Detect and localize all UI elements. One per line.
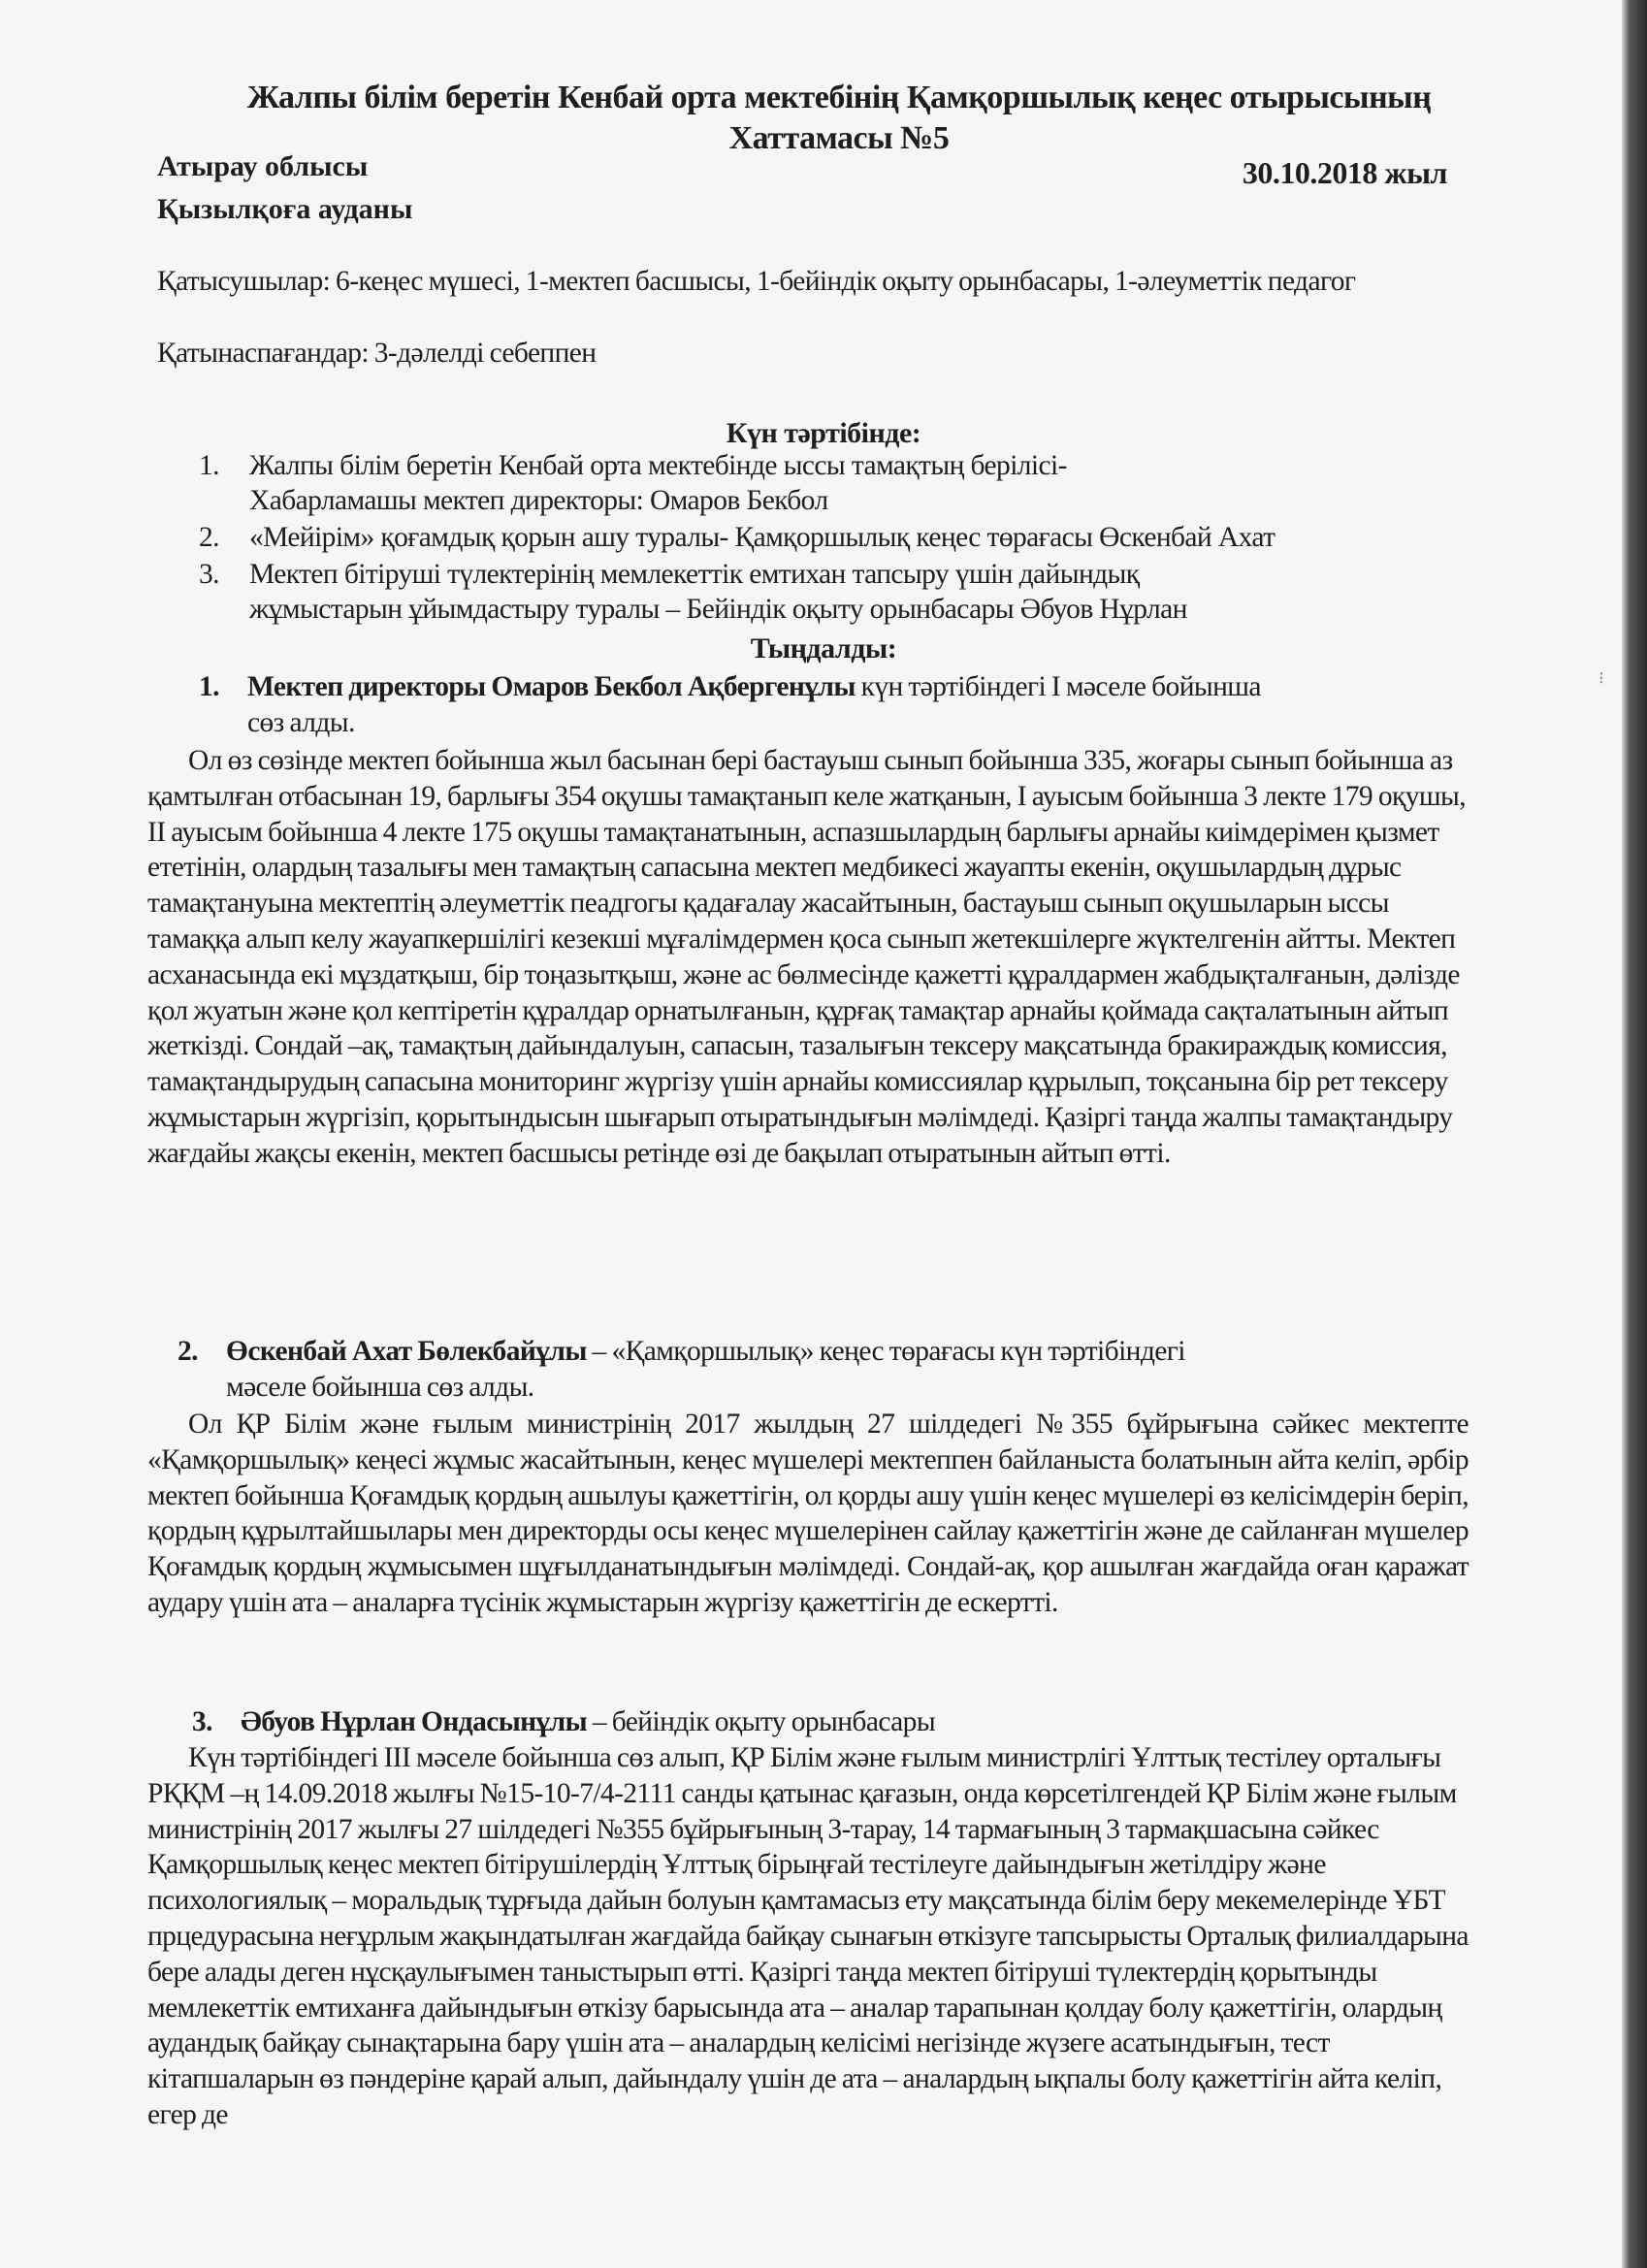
title-line-2: Хаттамасы №5 (728, 120, 950, 156)
section-intro-2: сөз алды. (247, 707, 355, 738)
document-title (233, 78, 1445, 159)
section-intro-2: мәселе бойынша сөз алды. (226, 1372, 534, 1403)
agenda-item-number: 3. (199, 559, 219, 590)
staple-mark-icon: ⁝ (1599, 668, 1604, 688)
section-2-body: Ол ҚР Білім және ғылым министрінің 2017 жылдың 27 шілдедегі №355 бұйрығына сәйкес мектепте «Қамқоршылық» кеңесі жұмыс жасайтынын, кеңес мүшелері мектеппен байланыста болатынын айта келіп, әрбір мектеп бойынша Қоғамдық қордың ашылуы қажеттігін, ол қорды ашу үшін кеңес мүшелері өз келісімдерін беріп, қордың құрылтайшылары мен директорды осы кеңес мүшелерінен сайлау қажеттігін және де сайланған мүшелер Қоғамдық қордың жұмысымен шұғылданатындығын мәлімдеді. Сондай-ақ, қор ашылған жағдайда оған қаражат аудару үшін ата – аналарға түсінік жұмыстарын жүргізу қажеттігін де ескертті. (147, 1409, 1469, 1618)
agenda-item-text: «Мейірім» қоғамдық қорын ашу туралы- Қамқоршылық кеңес төрағасы Өскенбай Ахат (249, 522, 1276, 553)
agenda-item-text: Жалпы білім беретін Кенбай орта мектебінде ыссы тамақтың берілісі- (249, 450, 1067, 481)
absent: Қатынаспағандар: 3-дәлелді себеппен (157, 338, 597, 369)
speaker-name: Өскенбай Ахат Бөлекбайұлы (226, 1336, 587, 1367)
section-3-body: Күн тәртібіндегі ІІІ мәселе бойынша сөз алып, ҚР Білім және ғылым министрлігі Ұлттық тестілеу орталығы РҚҚМ –ң 14.09.2018 жылғы №15-10-7/4-2111 санды қатынас қағазын, онда көрсетілгендей ҚР Білім және ғылым министрінің 2017 жылғы 27 шілдедегі №355 бұйрығының 3-тарау, 14 тармағының 3 тармақшасына сәйкес Қамқоршылық кеңес мектеп бітірушілердің Ұлттық бірыңғай тестілеуге дайындығын жетілдіру және психологиялық – моральдық тұрғыда дайын болуын қамтамасыз ету мақсатында білім беру мекемелерінде ҰБТ прцедурасына неғұрлым жақындатылған жағдайда байқау сынағын өткізуге тапсырысты Орталық филиалдарына бере алады деген нұсқаулығымен таныстырып өтті. Қазіргі таңда мектеп бітіруші түлектердің қорытынды мемлекеттік емтиханға дайындығын өткізу барысында ата – аналар тарапынан қолдау болу қажеттігін, олардың аудандық байқау сынақтарына бару үшін ата – аналардың келісімі негізінде жүзеге асатындығын, тест кітапшаларын өз пәндеріне қарай алып, дайындалу үшін де ата – аналардың ықпалы болу қажеттігін айта келіп, егер де (147, 1742, 1469, 2130)
agenda-item (179, 557, 1489, 627)
agenda-item-text-2: Хабарламашы мектеп директоры: Омаров Бекбол (249, 485, 828, 516)
section-1-body: Ол өз сөзінде мектеп бойынша жыл басынан бері бастауыш сынып бойынша 335, жоғары сынып бойынша аз қамтылған отбасынан 19, барлығы 354 оқушы тамақтанып келе жатқанын, І ауысым бойынша 3 лекте 179 оқушы, ІІ ауысым бойынша 4 лекте 175 оқушы тамақтанатынын, аспазшылардың барлығы арнайы киімдерімен қызмет ететінін, олардың тазалығы мен тамақтың сапасына мектеп медбикесі жауапты екенін, оқушылардың дұрыс тамақтануына мектептің әлеуметтік пеадгогы қадағалау жасайтынын, бастауыш сынып оқушыларын ыссы тамаққа алып келу жауапкершілігі кезекші мұғалімдермен қоса сынып жетекшілерге жүктелгенін айтты. Мектеп асханасында екі мұздатқыш, бір тоңазытқыш, және ас бөлмесінде қажетті құралдармен жабдықталғанын, дәлізде қол жуатын және қол кептіретін құралдар орнатылғанын, құрғақ тамақтар арнайы қоймада сақталатынын айтып жеткізді. Сондай –ақ, тамақтың дайындалуын, сапасын, тазалығын тексеру мақсатында бракираждық комиссия, тамақтандырудың сапасына мониторинг жүргізу үшін арнайы комиссиялар құрылып, тоқсанына бір рет тексеру жұмыстарын жүргізіп, қорытындысын шығарып отыратындығын мәлімдеді. Қазіргі таңда жалпы тамақтандыру жағдайы жақсы екенін, мектеп басшысы ретінде өзі де бақылап отыратынын айтып өтті. (147, 745, 1466, 1169)
agenda-item-text: Мектеп бітіруші түлектерінің мемлекеттік емтихан тапсыру үшін дайындық (249, 559, 1140, 590)
agenda-item (179, 520, 1489, 555)
scanner-page-edge (1622, 0, 1647, 2268)
document-date: 30.10.2018 жыл (1242, 155, 1447, 190)
speaker-name: Әбуов Нұрлан Ондасынұлы (241, 1706, 588, 1737)
heard-heading: Тыңдалды: (750, 632, 897, 664)
section-intro: күн тәртібіндегі І мәселе бойынша (855, 671, 1261, 702)
section-2-header (178, 1334, 1477, 1406)
section-number: 2. (178, 1336, 198, 1367)
section-1-header (199, 669, 1499, 741)
section-intro: – «Қамқоршылық» кеңес төрағасы күн тәртібіндегі (586, 1336, 1185, 1367)
agenda-list (179, 448, 1489, 629)
agenda-item (179, 448, 1489, 518)
section-number: 3. (192, 1706, 212, 1737)
speaker-name: Мектеп директоры Омаров Бекбол Ақбергенұлы (247, 671, 856, 702)
agenda-item-number: 1. (199, 450, 219, 481)
section-intro: – бейіндік оқыту орынбасары (587, 1706, 936, 1737)
participants: Қатысушылар: 6-кеңес мүшесі, 1-мектеп басшысы, 1-бейіндік оқыту орынбасары, 1-әлеуметтік педагог (157, 266, 1356, 297)
agenda-heading: Күн тәртібінде: (726, 417, 921, 449)
district-label: Қызылқоға ауданы (157, 193, 413, 225)
agenda-item-number: 2. (199, 522, 219, 553)
section-number: 1. (199, 671, 219, 702)
section-3-header (192, 1704, 1492, 1740)
title-line-1: Жалпы білім беретін Кенбай орта мектебінің Қамқоршылық кеңес отырысының (246, 80, 1432, 115)
agenda-item-text-2: жұмыстарын ұйымдастыру туралы – Бейіндік оқыту орынбасары Әбуов Нұрлан (249, 594, 1187, 625)
location-block (157, 146, 412, 231)
region-label: Атырау облысы (157, 150, 369, 182)
